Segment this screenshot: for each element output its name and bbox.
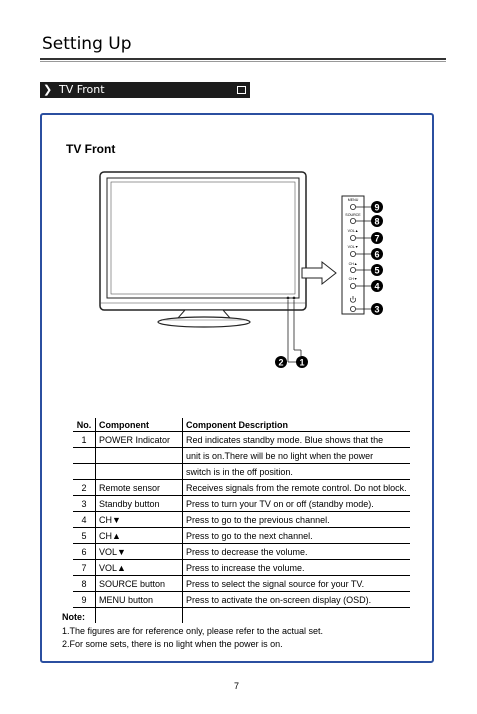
ch-up-button-icon (350, 267, 355, 272)
vol-down-button-icon (350, 251, 355, 256)
row-no: 5 (73, 528, 96, 544)
row-no: 1 (73, 432, 96, 448)
row-no: 3 (73, 496, 96, 512)
page-number: 7 (234, 681, 240, 691)
callout-2: 2 (278, 357, 284, 368)
arrow-right-icon (302, 262, 336, 284)
source-button-icon (350, 218, 355, 223)
power-indicator-dot (287, 297, 290, 300)
table-row (73, 480, 410, 496)
component-table (73, 418, 410, 623)
row-component (96, 448, 183, 464)
remote-sensor-dot (293, 297, 296, 300)
section-label: TV Front (59, 83, 105, 96)
row-description: Receives signals from the remote control. Do not block. (183, 480, 410, 496)
row-component: POWER Indicator (96, 432, 183, 448)
table-row (73, 512, 410, 528)
callout-4: 4 (374, 281, 380, 292)
callout-8: 8 (374, 216, 380, 227)
row-no: 4 (73, 512, 96, 528)
row-description: unit is on.There will be no light when the power (183, 448, 410, 464)
button-label-vol-up: VOL▲ (347, 229, 359, 233)
page-title: Setting Up (42, 34, 132, 54)
callout-5: 5 (374, 265, 380, 276)
row-no: 2 (73, 480, 96, 496)
row-description: Press to go to the next channel. (183, 528, 410, 544)
callout-3: 3 (374, 304, 380, 315)
row-component (96, 464, 183, 480)
table-row (73, 576, 410, 592)
row-no: 9 (73, 592, 96, 608)
row-description: switch is in the off position. (183, 464, 410, 480)
callout-1: 1 (299, 357, 305, 368)
row-description: Press to increase the volume. (183, 560, 410, 576)
row-component: MENU button (96, 592, 183, 608)
row-component: Standby button (96, 496, 183, 512)
row-description: Press to activate the on-screen display (OSD). (183, 592, 410, 608)
button-label-ch-up: CH▲ (348, 262, 358, 266)
row-no: 7 (73, 560, 96, 576)
row-description: Red indicates standby mode. Blue shows that the (183, 432, 410, 448)
vol-up-button-icon (350, 235, 355, 240)
callout-7: 7 (374, 233, 380, 244)
callout-9: 9 (374, 202, 380, 213)
button-label-source: SOURCE (345, 213, 361, 217)
tv-screen (107, 178, 299, 298)
ch-down-button-icon (350, 283, 355, 288)
table-row (73, 560, 410, 576)
standby-button-icon (350, 306, 355, 311)
table-row (73, 528, 410, 544)
row-description (183, 608, 410, 624)
table-row (73, 592, 410, 608)
row-description: Press to go to the previous channel. (183, 512, 410, 528)
chevron-right-icon: ❯ (43, 84, 53, 96)
row-description: Press to select the signal source for your TV. (183, 576, 410, 592)
note-line-2: 2.For some sets, there is no light when the power is on. (62, 639, 283, 649)
table-row (73, 544, 410, 560)
menu-button-icon (350, 204, 355, 209)
callout-6: 6 (374, 249, 380, 260)
table-row (73, 464, 410, 480)
header-no: No. (73, 418, 96, 432)
button-label-menu: MENU (347, 198, 359, 202)
row-component: Remote sensor (96, 480, 183, 496)
tv-stand-base (158, 317, 250, 327)
note-line-1: 1.The figures are for reference only, please refer to the actual set. (62, 626, 323, 636)
row-component: VOL▼ (96, 544, 183, 560)
header-description: Component Description (183, 418, 410, 432)
row-component: VOL▲ (96, 560, 183, 576)
row-description: Press to decrease the volume. (183, 544, 410, 560)
panel-title: TV Front (66, 142, 116, 156)
row-component (96, 608, 183, 624)
button-label-ch-down: CH▼ (348, 277, 358, 281)
row-component: SOURCE button (96, 576, 183, 592)
row-component: CH▲ (96, 528, 183, 544)
row-no: 6 (73, 544, 96, 560)
table-row (73, 448, 410, 464)
row-no (73, 464, 96, 480)
header-component: Component (96, 418, 183, 432)
table-row (73, 496, 410, 512)
row-no: 8 (73, 576, 96, 592)
row-description: Press to turn your TV on or off (standby mode). (183, 496, 410, 512)
button-label-vol-down: VOL▼ (347, 245, 359, 249)
table-row (73, 608, 410, 624)
table-header-row (73, 418, 410, 432)
row-no (73, 448, 96, 464)
row-component: CH▼ (96, 512, 183, 528)
note-title: Note: (62, 612, 85, 622)
table-row (73, 432, 410, 448)
